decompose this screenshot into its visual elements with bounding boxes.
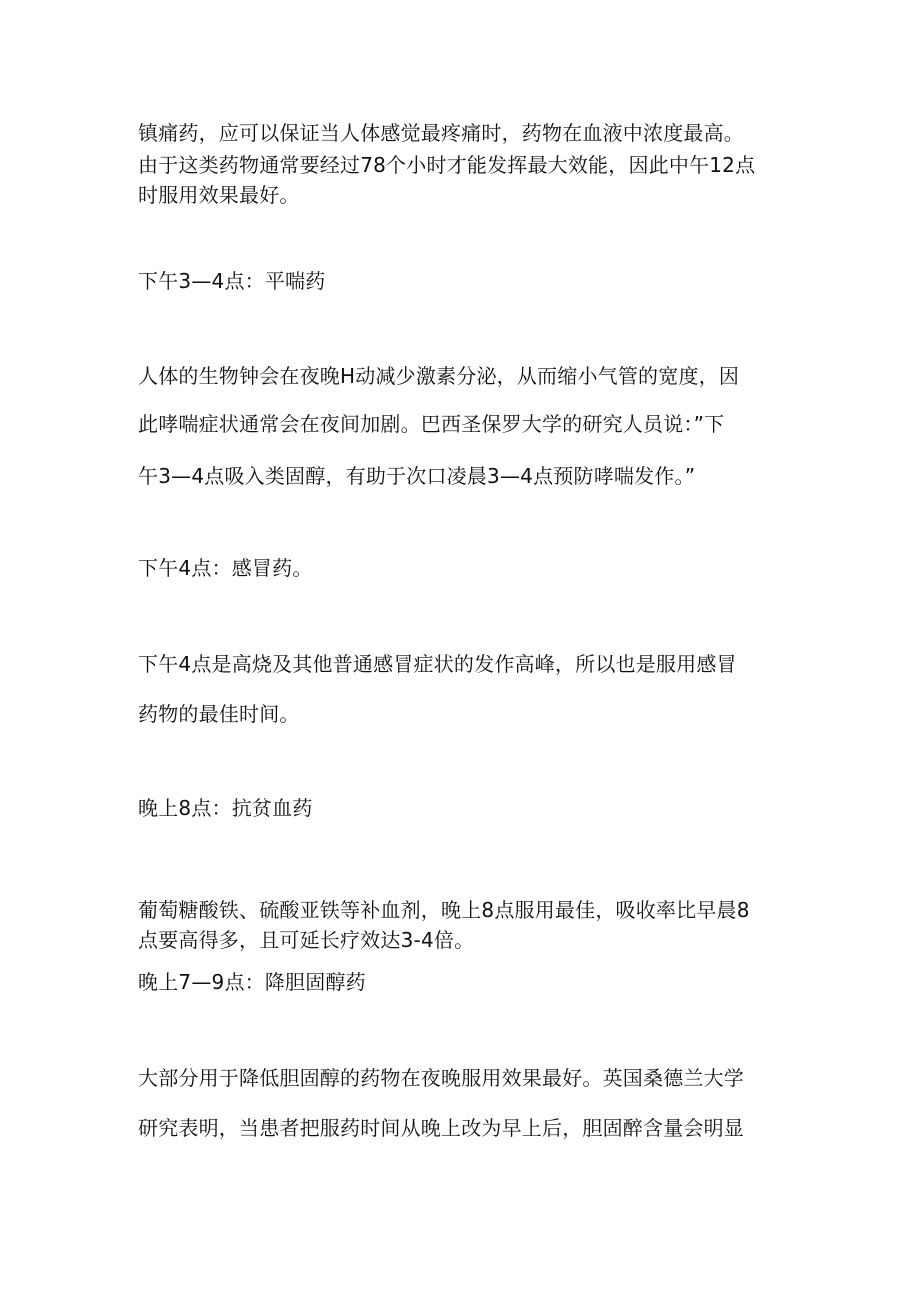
paragraph-3-line-2: 药物的最佳时间。 <box>138 702 300 726</box>
paragraph-3-line-1: 下午4点是高烧及其他普通感冒症状的发作高峰，所以也是服用感冒 <box>138 652 737 676</box>
paragraph-5-line-2: 研究表明，当患者把服药时间从晚上改为早上后，胆固醉含量会明显 <box>138 1116 744 1140</box>
section-heading-cold: 下午4点：感冒药。 <box>138 556 313 580</box>
section-heading-cholesterol: 晚上7—9点：降胆固醇药 <box>138 970 366 994</box>
paragraph-1-line-1: 镇痛药，应可以保证当人体感觉最疼痛时，药物在血液中浓度最高。 <box>138 121 744 145</box>
paragraph-4-line-2: 点要高得多，且可延长疗效达3-4倍。 <box>138 928 475 952</box>
paragraph-4-line-1: 葡萄糖酸铁、硫酸亚铁等补血剂，晚上8点服用最佳，吸收率比早晨8 <box>138 898 750 922</box>
paragraph-1-line-3: 时服用效果最好。 <box>138 183 300 207</box>
section-heading-anemia: 晚上8点：抗贫血药 <box>138 796 313 820</box>
paragraph-1-line-2: 由于这类药物通常要经过78个小时才能发挥最大效能，因此中午12点 <box>138 153 756 177</box>
paragraph-2-line-3: 午3—4点吸入类固醇，有助于次口凌晨3—4点预防哮喘发作。” <box>138 464 696 488</box>
paragraph-2-line-1: 人体的生物钟会在夜晚H动减少激素分泌，从而缩小气管的宽度，因 <box>138 364 740 388</box>
paragraph-5-line-1: 大部分用于降低胆固醇的药物在夜晚服用效果最好。英国桑德兰大学 <box>138 1066 744 1090</box>
section-heading-asthma: 下午3—4点：平喘药 <box>138 269 326 293</box>
paragraph-2-line-2: 此哮喘症状通常会在夜间加剧。巴西圣保罗大学的研究人员说：”下 <box>138 412 725 436</box>
